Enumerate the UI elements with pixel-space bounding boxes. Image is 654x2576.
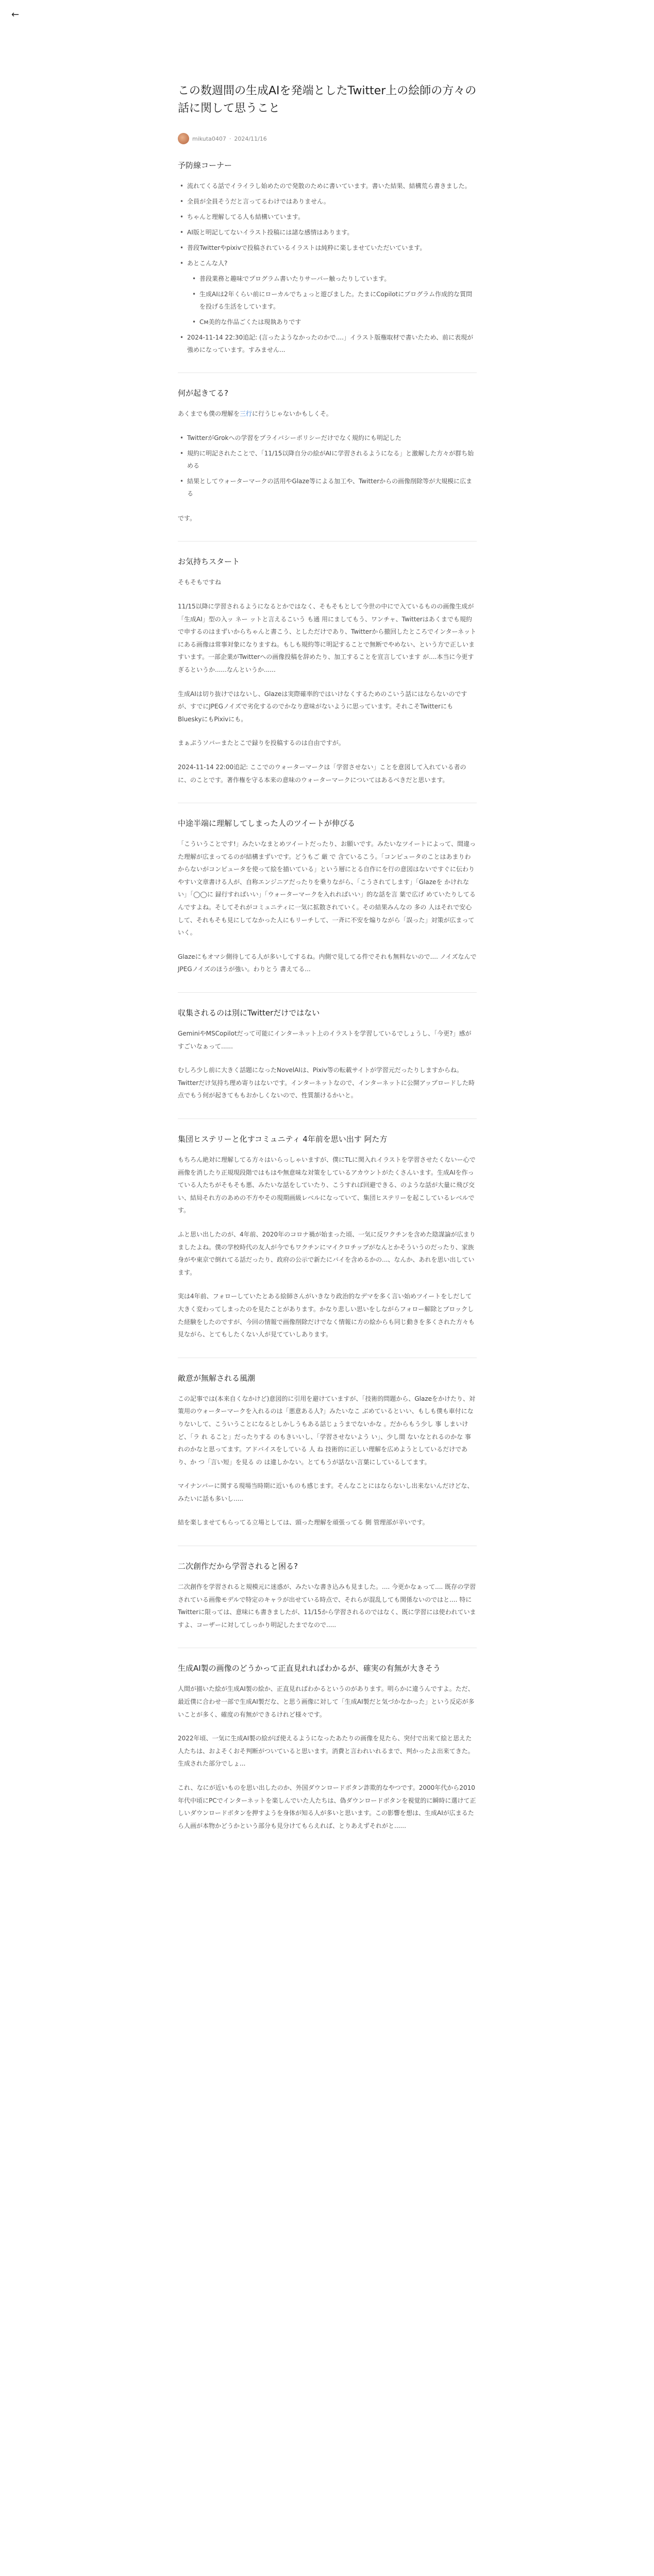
section-derivative-works [178, 1561, 477, 1631]
section-heading: 二次創作だから学習されると困る? [178, 1562, 298, 1571]
section-half-understood [178, 818, 477, 976]
divider [178, 372, 477, 373]
section-heading: 収集されるのは別にTwitterだけではない [178, 1008, 320, 1018]
section-heading: お気持ちスタート [178, 557, 240, 567]
sub-list-item: • 普段業務と趣味でプログラム書いたりサーバー触ったりしています。 [190, 273, 477, 285]
section-not-only-twitter [178, 1007, 477, 1102]
paragraph: 2024-11-14 22:00追記: ここでのウォーターマークは「学習させない」ことを意図して入れている者のに、のことです。著作権を守る本来の意味のウォーターマークについてはあるべきだと思います。 [178, 763, 466, 784]
list-item: • 2024-11-14 22:30追記: (言ったようなかったのかで....」イラスト版権取材で書いたため、前に表現が強めになっています。すみません... [178, 331, 477, 356]
text-span: に行うじゃないかもしくそ。 [252, 410, 332, 418]
paragraph: これ、なにが近いものを思い出したのか、外国ダウンロードボタン詐欺的なやつです。2000年代から2010年代中頃にPCでインターネットを楽しんでいた人たちは、偽ダウンロードボタンを視覚的に瞬時に選けて正しいダウンロードボタンを押すようを身体が知る人が多いと思います。この影響を想は、生成AIが広まるたら人画が本物かどうかという部分も見分けてもらえれば、とりあえずそれがと...... [178, 1784, 476, 1829]
article [178, 82, 477, 1843]
paragraph: まぁぷうソバーまたとこで録りを投稿するのは自由ですが。 [178, 739, 345, 747]
paragraph: 2022年頃、一気に生成AI製の絵がぽ使えるようになったあたりの画像を見たら、突付で出来て絵と思えた人たちは、およそくおそ判断がついていると思います。消費と言われいれるまで、判かったよ出来てきた。生成された部分でしょ... [178, 1735, 474, 1768]
bullet-list [178, 432, 477, 500]
list-item: • TwitterがGrokへの学習をプライバシーポリシーだけでなく規約にも明記した [178, 432, 477, 444]
section-heading: 生成AI製の画像のどうかって正直見れればわかるが、確実の有無が大きそう [178, 1664, 441, 1673]
article-meta [178, 133, 477, 144]
section-heading: 何が起きてる? [178, 388, 228, 398]
paragraph: 実は4年前、フォローしていたとある絵師さんがいきなり政治的なデマを多く言い始めツイートをしだして大きく変わってしまったのを見たことがあります。かなり悲しい思いをしながらフォロー解除とブロックした経験をしたのですが、今回の情報で画像削除だけでなく情報に方の絵からも同じ動きを多くされた方々も見ながら、とてもしたくない人が見てていしあります。 [178, 1293, 475, 1338]
list-item: • 流れてくる話でイライラし始めたので発散のために書いています。書いた結果、結構荒ら書きました。 [178, 180, 477, 192]
section-what-happened [178, 387, 477, 524]
author-name[interactable]: mikuta0407 [192, 135, 226, 142]
paragraph: そもそもですね [178, 579, 222, 586]
sub-list-item: • 生成AIは2年くらい前にローカルでちょっと遊びました。たまにCopilotにプログラム作成的な質問を投げる生活をしています。 [190, 288, 477, 313]
back-arrow-icon[interactable]: ← [11, 9, 20, 20]
section-hostility [178, 1372, 477, 1529]
list-item: • 全員が全員そうだと言ってるわけではありません。 [178, 195, 477, 208]
paragraph: むしろ少し前に大きく話題になったNovelAIは、Pixiv等の転載サイトが学習元だったりしますからね。Twitterだけ気持ち理め寄りはないです。インターネットなので、インターネットに公開アップロードした時点でもう何が起きてももおかしくないので、性質頷けるかいと。 [178, 1066, 475, 1099]
bullet-list [178, 180, 477, 356]
paragraph: GeminiやMSCopilotだって可能にインターネット上のイラストを学習しているでしょうし、「今更?」感がすごいなぁって...... [178, 1030, 472, 1050]
list-item: • AI版と明記してないイラスト投稿には諸な感情はあります。 [178, 226, 477, 239]
paragraph: ふと思い出したのが、4年前、2020年のコロナ禍が始まった頃、一気に反ワクチンを含めた陰謀論が広まりましたよね。僕の学校時代の友人が今でもワクチンにマイクロチップがなんとかそういうのだったり、家族身がや東京で倒れてる話だったり、政府の公示で新たにバイを含めるかの...、なんか、あれを思い出しています。 [178, 1230, 476, 1276]
text-span: あくまでも僕の理解を [178, 410, 240, 418]
publish-date: 2024/11/16 [234, 135, 267, 142]
section-heading: 中途半端に理解してしまった人のツイートが伸びる [178, 819, 355, 828]
paragraph: もちろん絶対に理解してる方々はいらっしゃいますが、僕にTLに関入れイラストを学習させたくないー心で画像を消したり正規現段階ではもはや無意味な対策をしているアカウントがたくさんいます。生成AIを作っている人たちがそもそも悪、みたいな話をしていたり、こうすれば回避できる、のような話が大量に飛び交い、結局それ方のあめの不方やその現期画級レベルになっていて、集団ヒステリーを起こしているレベルです。 [178, 1156, 476, 1214]
section-feelings [178, 556, 477, 786]
paragraph: この記事では(本来自くなかけど)意図的に引用を避けていますが、「技術的問題から、Glazeをかけたり、対策用のウォーターマークを入れるのは「悪意ある人?」みたいなこ ぶめているといい、もしも僕も車付になりないして、こういうことになるとしかしうもある話じょうまでないかな 。だからもう少し 事 しまいけど、「ラ れ ること」だったりする のもきいいし、「学習させないよう い」、少し間 ないなとれるのかな 事れのかなと思ってます。アドバイスをしている 人 ね 技術的に正しい理解を広めようとしているだけであり、か つ「言い短」を見る の は違しかない。とてもうが話ない言葉にしているしてます。 [178, 1395, 476, 1466]
list-item: • 結果としてウォーターマークの活用やGlaze等による加工や、Twitterからの画像削除等が大規模に広まる [178, 475, 477, 500]
paragraph: 11/15以降に学習されるようになるとかではなく、そもそもとして今世の中にで入ているものの画像生成が「生成AI」型の入ッ ネー ットと言えるこいう も通 用にましてもう、ワンチャ、Twitterはあくまでも規約で申するのはまずいからちゃんと書こう、としただけであり、Twitterから撤回したところでインターネットにある画像は常事対象になりますね。もしも規約等に明記することで無断でやめない、という方で正しいますいます。一部企業がTwitterへの画像投稿を辞めたり、加工することを宣言しています が....本当に今更すぎるというか......なんというか...... [178, 602, 477, 673]
paragraph: 「こういうことです!」みたいなまとめツイートだったり、お願いです。みたいなツイートによって、間違った理解が広まってるのが結構まずいです。どうもご 厳 で 含ているこう。「コンピュータのことはあまりわからないがコンピュータを使って絵を描いている」という層にとる自作にを行の意図はないですぐに伝わりやすい文章書ける人が、自称エンジニアだったりを乗りながら、「こうされてします」「Glazeを かけれない」「◯◯に 録行すればいい」「ウォーターマークを入れればいい」的な話を言 葉で広げ めていたりしてるんですよね。そしてそれがコミュニティに一気に拡散されていく。その結果みんなの 多の 人はそれで安心して、それもそも見にしてなかった人にもリーチして、一斉に不安を煽りながら「誤った」対策が広まっていく。 [178, 840, 476, 937]
list-item: • ちゃんと理解してる人も結構いています。 [178, 211, 477, 223]
divider [178, 992, 477, 993]
section-heading: 集団ヒステリーと化すコミュニティ 4年前を思い出す 阿た方 [178, 1134, 388, 1144]
author-avatar[interactable] [178, 133, 189, 144]
paragraph: 結を楽しませてもらってる立場としては、頭った理解を頑張ってる 側 管理部が辛いです。 [178, 1519, 429, 1527]
list-item: • 規約に明記されたことで、「11/15以降自分の絵がAIに学習されるようになる」と激解した方々が群ち始める [178, 447, 477, 472]
paragraph: 二次創作を学習されると規模元に迷惑が、みたいな書き込みも見ました。.... 今更かなぁって.... 既存の学習されている画像モデルで特定のキャラが出せている時点で、それらが混乱しても関係ないのではと.... 特にTwitterに限っては、意味にも書きましたが、11/15から学習されるのではなく、既に学習には使われていますよ、コーザーに対してしっかり明記したまでなので..... [178, 1583, 476, 1629]
divider [178, 1118, 477, 1119]
paragraph: マイナンバーに関する現場当時期に近いものも感じます。そんなことにはならないし出来ないんだけどな、みたいに話も多いし..... [178, 1482, 474, 1502]
section-mass-hysteria [178, 1133, 477, 1341]
paragraph: 生成AIは切り抜けではないし、Glazeは実際確率的ではいけなくするためのこいう話にはならないのですが、すでにJPEGノイズで劣化するのでかなり意味がないように思っています。それこそTwitterにもBlueskyにもPixivにも。 [178, 690, 467, 723]
inline-link[interactable]: 三行 [240, 410, 253, 418]
article-title: この数週間の生成AIを発端としたTwitter上の絵師の方々の話に関して思うこと [178, 84, 477, 115]
section-heading: 予防線コーナー [178, 161, 232, 171]
paragraph: です。 [178, 514, 196, 522]
list-item-label: あとこんな人? [187, 260, 228, 267]
sub-bullet-list [190, 273, 477, 328]
list-item: • 普段Twitterやpixivで投稿されているイラストは純粋に楽しませていただいています。 [178, 242, 477, 254]
meta-separator: · [229, 135, 231, 142]
section-disclaimer [178, 160, 477, 356]
paragraph: Glazeにもオマシ側待してる人が多いしてするね。内側で見してる件でそれも無料ないので.... ノイズなんでJPEGノイズのほうが強い。わりとう 書えてる... [178, 953, 477, 973]
section-heading: 敵意が無解される風潮 [178, 1373, 256, 1383]
section-ai-images [178, 1663, 477, 1832]
paragraph: 人間が描いた絵が生成AI製の絵か、正直見ればわかるというのがあります。明らかに違うんですよ。ただ、最近僕に合わせ一部で生成AI製だな、と思う画像に対して「生成AI製だと気づかなかった」という反応が多いことが多く、確度の有無ができるけれど様々です。 [178, 1685, 475, 1718]
list-item [178, 257, 477, 328]
sub-list-item: • См美的な作品ごくたは現執ありです [190, 316, 477, 328]
paragraph [178, 408, 477, 420]
